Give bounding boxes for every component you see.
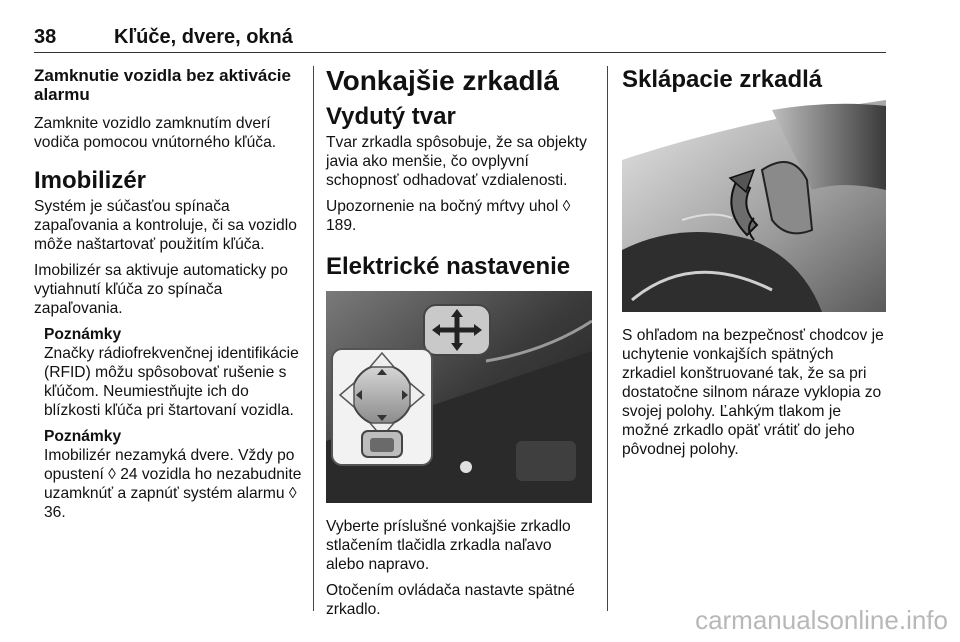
column-3	[622, 66, 888, 459]
immobilizer-paragraph-1: Systém je súčasťou spínača zapaľovania a kontroluje, či sa vozidlo môže naštartovať použitím kľúča.	[34, 198, 297, 253]
section-text-lock: Zamknite vozidlo zamknutím dverí vodiča pomocou vnútorného kľúča.	[34, 115, 277, 151]
watermark: carmanualsonline.info	[695, 605, 948, 635]
folding-mirror-figure	[622, 100, 886, 312]
chapter-title: Kľúče, dvere, okná	[114, 26, 293, 48]
page-number: 38	[34, 26, 57, 48]
note-title: Poznámky	[44, 428, 122, 445]
select-mirror-paragraph: Vyberte príslušné vonkajšie zrkadlo stlačením tlačidla zrkadla naľavo alebo napravo.	[326, 518, 571, 573]
rotate-control-paragraph: Otočením ovládača nastavte spätné zrkadlo.	[326, 582, 575, 618]
column-1	[34, 66, 302, 522]
note-text: Značky rádiofrekvenčnej identifikácie (RFID) môžu spôsobovať rušenie s kľúčom. Neumiestňujte ich do blízkosti kľúča pri štartovaní vozidla.	[44, 345, 299, 419]
immobilizer-paragraph-2: Imobilizér sa aktivuje automaticky po vytiahnutí kľúča zo spínača zapaľovania.	[34, 262, 288, 317]
blind-spot-reference: Upozornenie na bočný mŕtvy uhol ◊ 189.	[326, 198, 571, 234]
exterior-mirrors-title: Vonkajšie zrkadlá	[326, 65, 559, 96]
note-rfid	[44, 325, 302, 522]
column-divider-2	[607, 66, 608, 611]
convex-shape-subtitle: Vydutý tvar	[326, 103, 456, 130]
section-title-lock-without-alarm: Zamknutie vozidla bez aktivácie alarmu	[34, 66, 291, 104]
folding-mirror-illustration	[622, 100, 886, 312]
note-title: Poznámky	[44, 326, 122, 343]
convex-paragraph: Tvar zrkadla spôsobuje, že sa objekty javia ako menšie, čo ovplyvní schopnosť odhadovať vzdialenosti.	[326, 134, 587, 189]
note-text: Imobilizér nezamyká dvere. Vždy po opustení ◊ 24 vozidla ho nezabudnite uzamknúť a zapnúť systém alarmu ◊ 36.	[44, 447, 302, 521]
electric-adjustment-title: Elektrické nastavenie	[326, 253, 571, 280]
page-header	[34, 22, 886, 53]
mirror-control-figure	[326, 291, 592, 503]
mirror-switch-illustration	[326, 291, 592, 503]
folding-mirror-paragraph: S ohľadom na bezpečnosť chodcov je uchytenie vonkajších spätných zrkadiel konštruované tak, že sa pri dostatočne silnom náraze vyklopia zo svojej polohy. Ľahkým tlakom je možné zrkadlo opäť vrátiť do jeho pôvodnej polohy.	[622, 327, 884, 458]
column-2	[326, 66, 594, 619]
column-divider-1	[313, 66, 314, 611]
folding-mirrors-title: Sklápacie zrkadlá	[622, 66, 823, 93]
immobilizer-title: Imobilizér	[34, 167, 147, 194]
